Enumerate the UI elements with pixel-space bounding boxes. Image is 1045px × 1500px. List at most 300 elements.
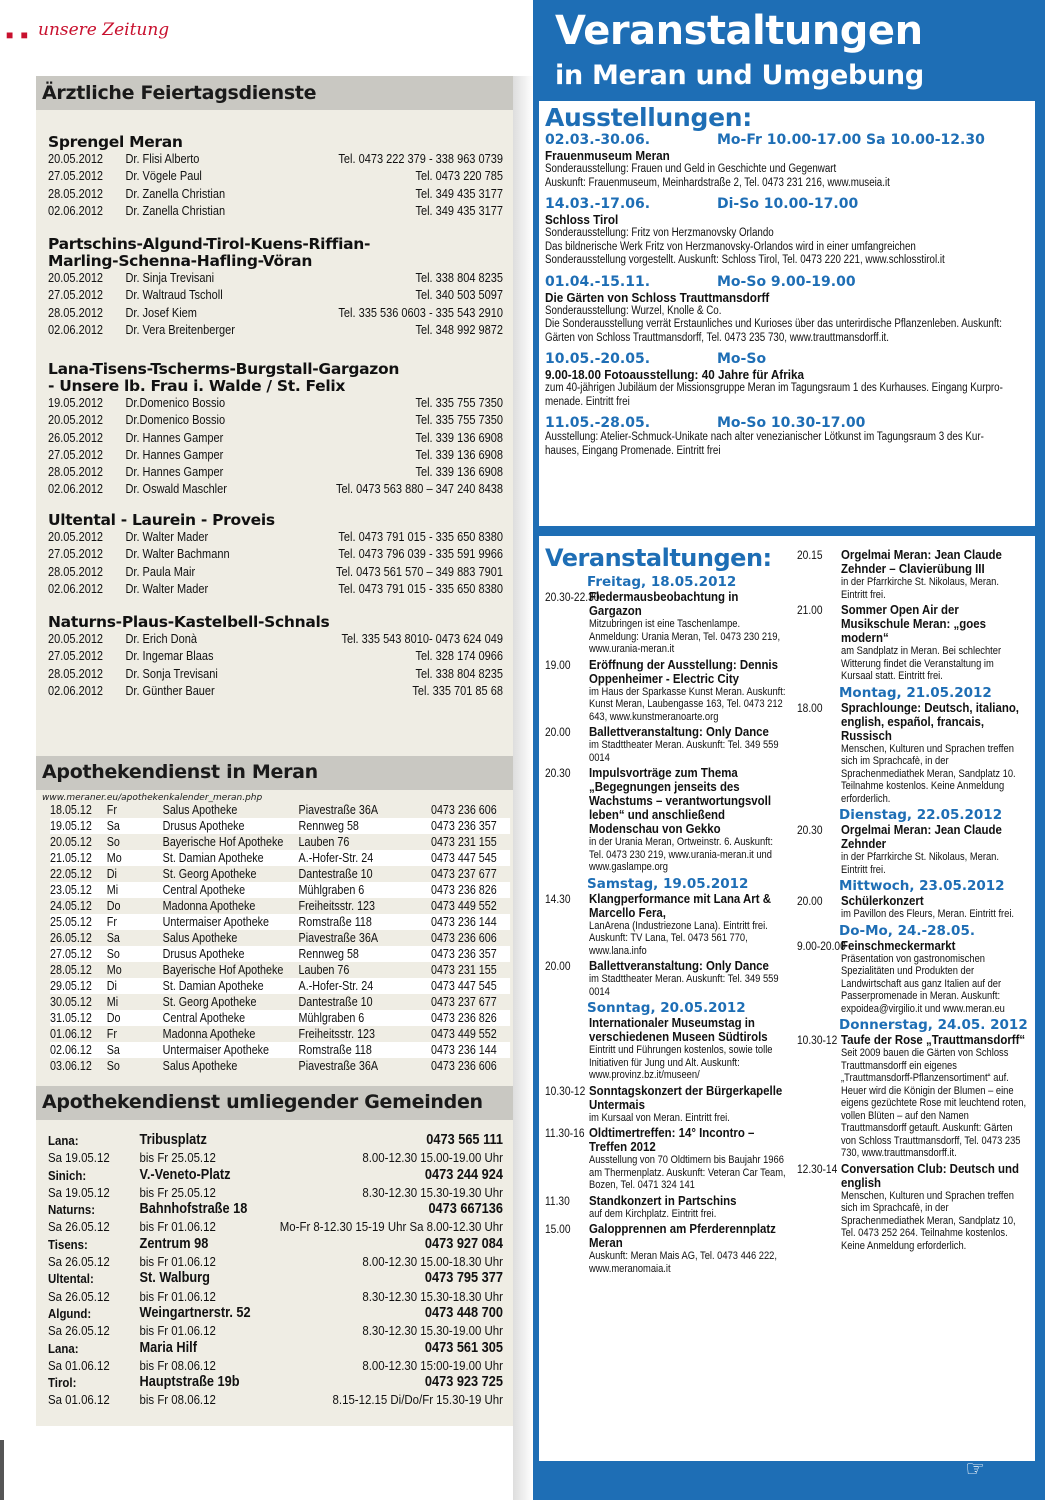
weekday: Fr (106, 1027, 117, 1041)
event-time: 19.00 (545, 657, 571, 672)
date: 23.05.12 (50, 883, 92, 897)
address: Mühlgraben 6 (298, 883, 365, 897)
phone: 0473 561 305 (424, 1339, 503, 1356)
table-row (48, 1167, 503, 1184)
address: Romstraße 118 (298, 915, 372, 929)
opening-hours: Mo-So (717, 351, 767, 367)
weekday: Do (106, 899, 121, 913)
event (545, 1194, 789, 1221)
location: bis Fr 01.06.12 (139, 1219, 216, 1235)
town: Sa 19.05.12 (48, 1184, 110, 1200)
date: 02.06.2012 (48, 203, 104, 218)
weekday: Fr (106, 915, 117, 929)
exhibition-text: Gärten von Schloss Trauttmansdorff, Tel. 0473 235 730, www.trauttmansdorff.it. (545, 331, 889, 344)
exhibition (539, 415, 1035, 458)
table-row (48, 1357, 503, 1374)
exhibition-dates (545, 196, 1029, 212)
exhibition (539, 351, 1035, 409)
location: bis Fr 01.06.12 (139, 1323, 216, 1339)
town: Sa 19.05.12 (48, 1150, 110, 1166)
phone: 0473 448 700 (424, 1304, 503, 1321)
event-text: im Pavillon des Fleurs, Meran. Eintritt frei. (841, 908, 1015, 920)
table-row (50, 834, 510, 850)
hours: 8.30-12.30 15.30-19.30 Uhr (362, 1184, 503, 1200)
event-day: Mittwoch, 23.05.2012 (839, 878, 1005, 894)
event-text: auf dem Kirchplatz. Eintritt frei. (589, 1207, 717, 1220)
left-column (36, 76, 513, 1426)
exhibition-text: Sonderausstellung vorgestellt. Auskunft: Schloss Tirol, Tel. 0473 220 221, www.schlosstirol.it (545, 254, 945, 266)
phone: Tel. 328 174 0966 (415, 649, 503, 664)
apotheken-title: Apothekendienst in Meran (42, 761, 318, 783)
opening-hours: Di-So 10.00-17.00 (717, 196, 859, 212)
pharmacy-name: St. Georg Apotheke (162, 995, 257, 1009)
date-range: 11.05.-28.05. (545, 415, 651, 431)
phone: Tel. 335 543 8010- 0473 624 049 (341, 632, 503, 646)
event-day: Samstag, 19.05.2012 (587, 875, 749, 892)
event (545, 766, 789, 874)
date: 20.05.2012 (48, 152, 104, 166)
event-title: Sprachlounge: Deutsch, italiano, english, español, francais, Russisch (841, 699, 1019, 743)
weekday: Mo (106, 963, 122, 977)
pharmacy-name: Bayerische Hof Apotheke (162, 963, 284, 977)
hours: 8.30-12.30 15.30-18.30 Uhr (362, 1288, 503, 1304)
town: Lana: (48, 1340, 79, 1356)
doctor-name: Dr. Günther Bauer (125, 683, 215, 698)
doctor-name: Dr. Sonja Trevisani (125, 666, 218, 681)
date: 29.05.12 (50, 979, 92, 993)
doctor-row (48, 430, 503, 447)
event (797, 548, 1029, 601)
weekday: Fr (106, 803, 117, 817)
right-column (533, 0, 1045, 1500)
exhibition-text: Auskunft: Frauenmuseum, Meinhardstraße 2, Tel. 0473 231 216, www.museia.it (545, 176, 890, 189)
event-body (841, 701, 1029, 806)
date: 27.05.2012 (48, 169, 104, 184)
phone: 0473 447 545 (430, 979, 497, 993)
event-text: im Stadttheater Meran. Auskunft: Tel. 349 559 0014 (589, 739, 779, 764)
doctor-row (48, 287, 503, 304)
date: 20.05.2012 (48, 632, 104, 646)
event-time: 20.00 (545, 959, 571, 973)
date: 02.06.2012 (48, 683, 104, 698)
exhibition-name: Frauenmuseum Meran (545, 148, 670, 163)
event-body (589, 892, 789, 958)
exhibition-text: Sonderausstellung: Wurzel, Knolle & Co. (545, 304, 722, 317)
address: Romstraße 118 (298, 1043, 372, 1057)
phone: 0473 795 377 (424, 1270, 503, 1287)
location: St. Walburg (139, 1270, 210, 1287)
doctor-row (48, 464, 503, 481)
doctor-row (48, 203, 503, 220)
doctor-row (48, 151, 503, 168)
phone: Tel. 0473 796 039 - 335 591 9966 (338, 547, 503, 562)
pharmacy-name: Bayerische Hof Apotheke (162, 835, 284, 849)
pharmacy-name: Central Apotheke (162, 1011, 246, 1025)
exhibition-text: menade. Eintritt frei (545, 395, 630, 408)
exhibition-text: hauses, Eingang Promenade. Eintritt frei (545, 444, 721, 457)
pharmacy-name: St. Damian Apotheke (162, 851, 264, 865)
location: bis Fr 08.06.12 (139, 1392, 216, 1408)
doctor-row (48, 564, 503, 581)
doctor-row (48, 529, 503, 546)
events-title: Veranstaltungen (555, 8, 923, 54)
pharmacy-name: Drusus Apotheke (162, 947, 245, 961)
weekday: Di (106, 979, 117, 993)
event-title: Internationaler Museumstag in verschiedenen Museen Südtirols (589, 1015, 768, 1044)
hours: 8.00-12.30 15.00-18.30 Uhr (362, 1254, 503, 1270)
event-time: 12.30-14 (797, 1161, 838, 1176)
doctor-name: Dr. Vögele Paul (125, 169, 202, 184)
date-range: 01.04.-15.11. (545, 273, 651, 290)
apotheken-url[interactable]: www.meraner.eu/apothekenkalender_meran.php (42, 793, 263, 803)
event (545, 658, 789, 724)
address: Freiheitsstr. 123 (298, 1027, 376, 1041)
date: 30.05.12 (50, 995, 92, 1009)
event-title: Ballettveranstaltung: Only Dance (589, 724, 769, 739)
ausstellungen-title: Ausstellungen: (545, 103, 752, 132)
phone: 0473 236 144 (430, 1043, 497, 1057)
phone: 0473 236 606 (430, 931, 497, 945)
address: Dantestraße 10 (298, 867, 373, 881)
event-time: 10.30-12 (797, 1033, 838, 1047)
weekday: Sa (106, 1043, 120, 1057)
town: Tirol: (48, 1375, 77, 1391)
event-body (589, 725, 789, 764)
date: 03.06.12 (50, 1059, 92, 1073)
event-body (841, 548, 1029, 601)
opening-hours: Mo-So 9.00-19.00 (717, 273, 856, 290)
event-body (589, 766, 789, 874)
event-time: 18.00 (797, 700, 823, 715)
exhibition-name: Die Gärten von Schloss Trauttmansdorff (545, 289, 770, 305)
phone: Tel. 335 536 0603 - 335 543 2910 (338, 305, 503, 320)
pharmacy-name: Salus Apotheke (162, 803, 238, 817)
date-range: 10.05.-20.05. (545, 351, 651, 367)
event-text: Eintritt und Führungen kostenlos, sowie tolle Initiativen für Jung und Alt. Auskunft: www.provinz.bz.it/museen/ (589, 1044, 773, 1081)
location: Tribusplatz (139, 1132, 207, 1148)
doctor-name: Dr. Oswald Maschler (125, 482, 227, 497)
table-row (48, 1184, 503, 1201)
pharmacy-name: Madonna Apotheke (162, 899, 256, 913)
location: Maria Hilf (139, 1339, 197, 1356)
event-day: Sonntag, 20.05.2012 (587, 1000, 746, 1016)
town: Tisens: (48, 1236, 88, 1252)
veranstaltungen-title: Veranstaltungen: (545, 544, 772, 572)
event-body (589, 1084, 789, 1125)
location: Bahnhofstraße 18 (139, 1201, 248, 1218)
event-time: 20.30 (545, 766, 571, 780)
phone: Tel. 349 435 3177 (415, 186, 503, 201)
exhibition-dates (545, 274, 1029, 290)
event-title: Sommer Open Air der Musikschule Meran: „goes modern“ (841, 602, 986, 645)
date: 19.05.12 (50, 819, 92, 833)
event (545, 892, 789, 958)
event-time: 20.00 (545, 725, 571, 739)
address: Lauben 76 (298, 963, 350, 977)
location: bis Fr 25.05.12 (139, 1184, 216, 1200)
phone: Tel. 339 136 6908 (415, 465, 503, 480)
event-title: Klangperformance mit Lana Art & Marcello Fera, (589, 890, 772, 920)
event-body (589, 959, 789, 998)
date: 28.05.2012 (48, 186, 104, 201)
doctor-name: Dr. Josef Kiem (125, 305, 197, 320)
table-row (48, 1149, 503, 1166)
event-text: Ausstellung von 70 Oldtimern bis Baujahr 1966 am Thermenplatz. Auskunft: Veteran Car Team, Bozen, Tel. 0471 324 141 (589, 1154, 786, 1191)
logo: unsere Zeitung (38, 20, 170, 40)
event (545, 1222, 789, 1275)
pharmacy-name: Salus Apotheke (162, 1059, 238, 1073)
event (545, 590, 789, 656)
doctor-name: Dr. Paula Mair (125, 564, 196, 579)
location: bis Fr 25.05.12 (139, 1150, 216, 1166)
phone: Tel. 338 804 8235 (415, 271, 503, 285)
doctor-row (48, 270, 503, 287)
event-title: Orgelmai Meran: Jean Claude Zehnder (841, 822, 1002, 851)
doctor-row (48, 631, 503, 648)
event (545, 1016, 789, 1082)
town: Sa 26.05.12 (48, 1288, 110, 1304)
event (797, 1033, 1029, 1160)
pharmacy-name: Central Apotheke (162, 883, 246, 897)
page-edge (0, 1440, 4, 1500)
weekday: Mi (106, 883, 119, 897)
event-text: Auskunft: Meran Mais AG, Tel. 0473 446 222, www.meranomaia.it (589, 1250, 777, 1275)
phone: Tel. 335 755 7350 (415, 413, 503, 428)
doctor-name: Dr. Flisi Alberto (125, 152, 200, 166)
doctor-name: Dr.Domenico Bossio (125, 413, 226, 428)
doctor-row (48, 305, 503, 322)
doctor-group (48, 512, 503, 598)
exhibition-text: zum 40-jährigen Jubiläum der Missionsgruppe Meran im Tagungsraum 1 des Kurhauses. Eingang Kurpro- (545, 382, 1003, 394)
location: Weingartnerstr. 52 (139, 1304, 251, 1321)
phone: 0473 236 144 (430, 915, 497, 929)
date: 27.05.12 (50, 947, 92, 961)
event-text: Menschen, Kulturen und Sprachen treffen sich im Sprachcafè, in der Sprachenmediathek Meran, Sandplatz 10, Tel. 0473 252 264. Teilnahme kostenlos. Keine Anmeldung erforderlich. (841, 1189, 1016, 1252)
doctor-name: Dr. Walter Mader (125, 530, 209, 544)
exhibition-dates (545, 132, 1029, 148)
location: bis Fr 01.06.12 (139, 1288, 216, 1304)
veranstaltungen-right-list (797, 548, 1029, 1252)
date: 28.05.2012 (48, 465, 104, 480)
group-title: Sprengel Meran (48, 133, 183, 151)
address: Lauben 76 (298, 835, 350, 849)
phone: 0473 236 606 (430, 1059, 497, 1073)
table-row (50, 850, 510, 866)
doctor-name: Dr. Walter Bachmann (125, 547, 230, 562)
date: 25.05.12 (50, 915, 92, 929)
town: Sa 01.06.12 (48, 1357, 110, 1373)
event-title: Oldtimertreffen: 14° Incontro – Treffen 2012 (589, 1125, 755, 1154)
doctor-group (48, 236, 503, 339)
pharmacy-name: St. Georg Apotheke (162, 867, 257, 881)
date: 02.06.2012 (48, 322, 104, 337)
hours: 8.00-12.30 15:00-19.00 Uhr (362, 1357, 503, 1373)
phone: 0473 236 826 (430, 883, 497, 897)
doctor-name: Dr. Hannes Gamper (125, 447, 224, 462)
event-time: 15.00 (545, 1222, 571, 1236)
doctor-row (48, 648, 503, 665)
date-range: 14.03.-17.06. (545, 196, 651, 212)
date-range: 02.03.-30.06. (545, 132, 651, 148)
town: Algund: (48, 1305, 92, 1321)
phone: 0473 236 357 (430, 819, 497, 833)
doctor-row (48, 322, 503, 339)
phone: 0473 667136 (428, 1201, 503, 1218)
phone: 0473 244 924 (424, 1166, 503, 1183)
table-row (50, 946, 510, 962)
event-body (589, 658, 789, 724)
table-row (50, 898, 510, 914)
event-title: Schülerkonzert (841, 893, 924, 908)
event-body (841, 1162, 1029, 1253)
phone: Tel. 335 701 85 68 (412, 683, 503, 698)
event-text: Menschen, Kulturen und Sprachen treffen sich im Sprachcafè, in der Sprachenmediathek Meran, Sandplatz 10. Teilnahme kostenlos. Keine Anmeldung erforderlich. (841, 742, 1016, 805)
event-text: Präsentation von gastronomischen Spezialitäten und Produkten der Landwirtschaft aus ganz Italien auf der Passerpromenade in Meran. Auskunft: expoidea@virgilio.it und www.meran.eu (841, 952, 1005, 1015)
doctor-name: Dr. Waltraud Tscholl (125, 288, 223, 303)
event-day: Dienstag, 22.05.2012 (839, 807, 1003, 823)
table-row (48, 1322, 503, 1339)
table-row (48, 1132, 503, 1149)
events-subtitle: in Meran und Umgebung (555, 60, 924, 91)
gemeinden-title: Apothekendienst umliegender Gemeinden (36, 1086, 513, 1120)
header-dots: ■ ■ (6, 28, 30, 42)
phone: Tel. 0473 563 880 – 347 240 8438 (335, 482, 503, 497)
event-body (841, 603, 1029, 683)
table-row (50, 978, 510, 994)
exhibition-text: Das bildnerische Werk Fritz von Herzmanovsky-Orlandos wird in einer umfangreichen (545, 240, 916, 253)
event-title: Feinschmeckermarkt (841, 937, 956, 953)
veranstaltungen-right (797, 548, 1029, 1254)
pharmacy-name: Madonna Apotheke (162, 1027, 256, 1041)
pharmacy-name: Drusus Apotheke (162, 819, 245, 833)
date: 20.05.2012 (48, 530, 104, 544)
event (797, 823, 1029, 876)
event-body (841, 939, 1029, 1016)
event (797, 603, 1029, 683)
hours: 8.15-12.15 Di/Do/Fr 15.30-19 Uhr (332, 1392, 503, 1408)
event-text: LanArena (Industriezone Lana). Eintritt frei. Auskunft: TV Lana, Tel. 0473 561 770, www.lana.info (589, 919, 768, 957)
table-row (50, 994, 510, 1010)
event-body (589, 1222, 789, 1275)
weekday: So (106, 947, 120, 961)
phone: 0473 237 677 (430, 995, 497, 1009)
location: Zentrum 98 (139, 1235, 209, 1252)
doctor-name: Dr. Hannes Gamper (125, 465, 224, 480)
apotheken-header (36, 756, 513, 803)
weekday: So (106, 835, 120, 849)
exhibition-text: Die Sonderausstellung verrät Erstaunliches und Kurioses über das unterirdische Pflanzenleben. Auskunft: (545, 318, 1002, 330)
phone: 0473 447 545 (430, 851, 497, 865)
address: Mühlgraben 6 (298, 1011, 365, 1025)
event-text: Seit 2009 bauen die Gärten von Schloss Trauttmansdorff ein eigenes „Trauttmansdorff-Pflanzensortiment“ auf. Heuer wird die Königin der Blumen – eine eigens gezüchtete Rose mit leuchtend roten, vollen Blüten – auf den Namen Trauttmansdorff getauft. Auskunft: Gärten von Schloss Trauttmansdorff, Tel. 0473 235 730, www.trauttmansdorff.it. (841, 1047, 1027, 1159)
event (545, 725, 789, 764)
phone: Tel. 0473 222 379 - 338 963 0739 (338, 152, 503, 166)
table-row (48, 1374, 503, 1391)
event-text: Mitzubringen ist eine Taschenlampe. Anmeldung: Urania Meran, Tel. 0473 230 219, www.urania-meran.it (589, 618, 781, 655)
hours: Mo-Fr 8-12.30 15-19 Uhr Sa 8.00-12.30 Uhr (279, 1219, 503, 1235)
exhibition (539, 132, 1035, 190)
weekday: So (106, 1059, 120, 1073)
exhibition (539, 274, 1035, 346)
event-title: Standkonzert in Partschins (589, 1192, 737, 1208)
date: 20.05.12 (50, 835, 92, 849)
town: Sa 01.06.12 (48, 1392, 110, 1408)
event (797, 894, 1029, 921)
event-day: Montag, 21.05.2012 (839, 684, 992, 701)
doctor-group (48, 614, 503, 700)
veranstaltungen-box (539, 536, 1035, 1461)
event (545, 1084, 789, 1125)
doctor-name: Dr. Zanella Christian (125, 186, 226, 201)
location: V.-Veneto-Platz (139, 1166, 231, 1183)
hours: 8.30-12.30 15.30-19.00 Uhr (362, 1323, 503, 1339)
event-text: in der Pfarrkirche St. Nikolaus, Meran. Eintritt frei. (841, 576, 999, 601)
apotheken-table (50, 802, 510, 1074)
event-time: 11.30 (545, 1193, 570, 1208)
date: 01.06.12 (50, 1027, 92, 1041)
event-body (841, 823, 1029, 876)
table-row (50, 866, 510, 882)
phone: Tel. 348 992 9872 (415, 322, 503, 337)
aerzte-title: Ärztliche Feiertagsdienste (36, 76, 513, 110)
event-title: Ballettveranstaltung: Only Dance (589, 958, 769, 973)
table-row (48, 1236, 503, 1253)
doctor-row (48, 683, 503, 700)
table-row (50, 962, 510, 978)
weekday: Sa (106, 931, 120, 945)
exhibition-name: 9.00-18.00 Fotoausstellung: 40 Jahre für Afrika (545, 367, 805, 382)
phone: Tel. 0473 791 015 - 335 650 8380 (338, 530, 503, 544)
pharmacy-name: St. Damian Apotheke (162, 979, 264, 993)
event-title: Galopprennen am Pferderennplatz Meran (589, 1221, 776, 1250)
exhibition-text: Sonderausstellung: Fritz von Herzmanovsky Orlando (545, 227, 774, 239)
address: Dantestraße 10 (298, 995, 373, 1009)
table-row (50, 802, 510, 818)
date: 24.05.12 (50, 899, 92, 913)
doctor-name: Dr. Ingemar Blaas (125, 649, 214, 664)
address: Rennweg 58 (298, 819, 359, 833)
page-header (0, 18, 520, 48)
phone: Tel. 339 136 6908 (415, 430, 503, 445)
date: 02.06.2012 (48, 482, 104, 497)
event-text: am Sandplatz in Meran. Bei schlechter Witterung findet die Veranstaltung im Kursaal statt. Eintritt frei. (841, 645, 1002, 682)
weekday: Di (106, 867, 117, 881)
table-row (48, 1288, 503, 1305)
date: 20.05.2012 (48, 271, 104, 285)
event-text: im Kursaal von Meran. Eintritt frei. (589, 1111, 730, 1124)
ausstellungen-box (539, 101, 1035, 526)
table-row (48, 1201, 503, 1218)
phone: 0473 236 357 (430, 947, 497, 961)
phone: 0473 565 111 (426, 1132, 503, 1148)
event-day: Do-Mo, 24.-28.05. (839, 922, 975, 939)
doctor-name: Dr. Erich Donà (125, 632, 197, 646)
event-time: 14.30 (545, 891, 571, 906)
table-row (48, 1340, 503, 1357)
event-time: 9.00-20.00 (797, 938, 846, 953)
phone: 0473 449 552 (430, 1027, 497, 1041)
phone: Tel. 0473 791 015 - 335 650 8380 (338, 581, 503, 596)
pharmacy-name: Untermaiser Apotheke (162, 915, 270, 929)
doctor-row (48, 412, 503, 429)
address: Piavestraße 36A (298, 803, 379, 817)
event-time: 10.30-12 (545, 1083, 586, 1098)
event-body (841, 894, 1029, 921)
pharmacy-name: Untermaiser Apotheke (162, 1043, 270, 1057)
date: 27.05.2012 (48, 288, 104, 303)
date: 18.05.12 (50, 803, 92, 817)
event (797, 701, 1029, 806)
